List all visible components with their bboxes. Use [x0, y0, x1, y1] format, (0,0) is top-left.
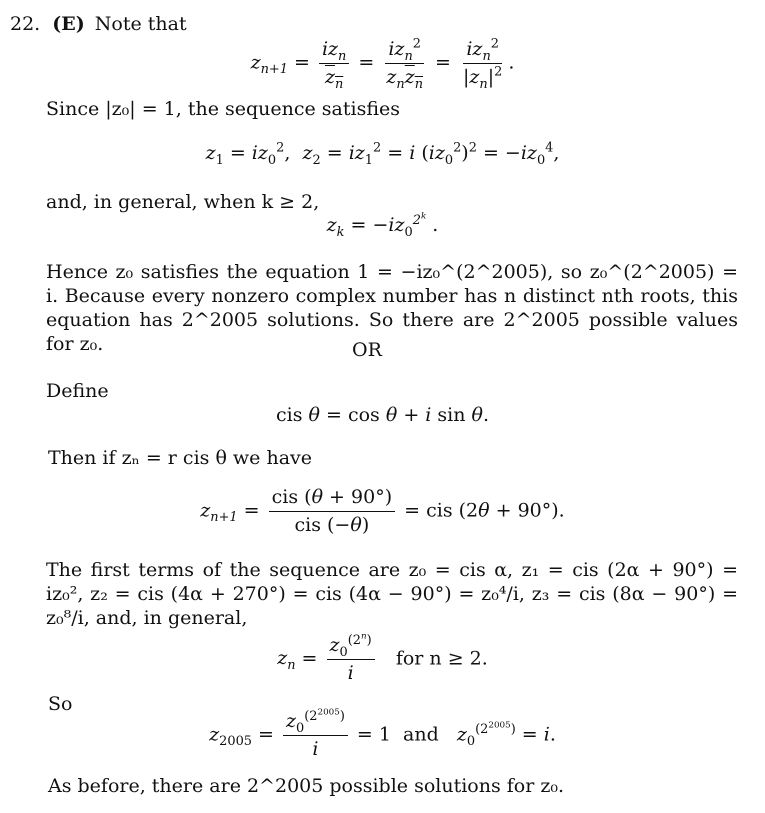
general-text: and, in general, when k ≥ 2,: [46, 191, 320, 213]
define-text: Define: [46, 380, 109, 402]
so-text: So: [48, 693, 73, 715]
equation-z2005: $z_{2005}$ = $\frac{z_0^{(2^{2005})}}{i}$ = 1 and $z_0^{(2^{2005})} = i$.: [209, 707, 556, 760]
answer-label: (E): [52, 13, 85, 35]
equation-first-terms: $z_1 = iz_0^2$, $z_2 = iz_1^2 = i$ $(iz_0^2)^2 = -iz_0^4$,: [205, 140, 560, 168]
as-before-text: As before, there are 2^2005 possible solutions for z₀.: [48, 775, 565, 797]
intro-text: Note that: [94, 13, 187, 35]
or-separator: OR: [352, 339, 382, 361]
since-text: Since |z₀| = 1, the sequence satisfies: [46, 98, 401, 120]
problem-number: 22.: [10, 13, 41, 35]
problem-header: [10, 14, 187, 36]
and-word: and: [403, 723, 439, 746]
equation-recurrence: $z_{n+1}$ = $\frac{iz_n}{z_n}$ = $\frac{iz_n^2}{z_nz_n}$ = $\frac{iz_n^2}{|z_n|^2}$ .: [250, 36, 515, 92]
then-if-text: Then if zₙ = r cis θ we have: [48, 447, 313, 469]
equation-general-term: $z_k = -iz_0^{2^k}$ .: [326, 211, 439, 240]
equation-cis-definition: cis θ = cos θ + i sin θ.: [275, 404, 490, 426]
equation-zn-general: $z_n$ = $\frac{z_0^{(2^n)}}{i}$ for n ≥ 2.: [277, 631, 488, 684]
hence-paragraph: Hence z₀ satisfies the equation 1 = −iz₀^(2^2005), so z₀^(2^2005) = i. Because every nonzero complex number has n distinct nth roots, this equation has 2^2005 solutions. So there are 2^2005 possible values for z₀.: [46, 261, 738, 355]
for-n-text: for n ≥ 2.: [395, 647, 488, 670]
equation-cis-recurrence: $z_{n+1}$ = $\frac{\text{cis (θ + 90°)}}{\text{cis (−θ)}}$ = cis (2θ + 90°).: [200, 486, 565, 536]
first-terms-paragraph: The first terms of the sequence are z₀ = cis α, z₁ = cis (2α + 90°) = iz₀², z₂ = cis (4α + 270°) = cis (4α − 90°) = z₀⁴/i, z₃ = cis (8α − 90°) = z₀⁸/i, and, in general,: [46, 559, 738, 629]
